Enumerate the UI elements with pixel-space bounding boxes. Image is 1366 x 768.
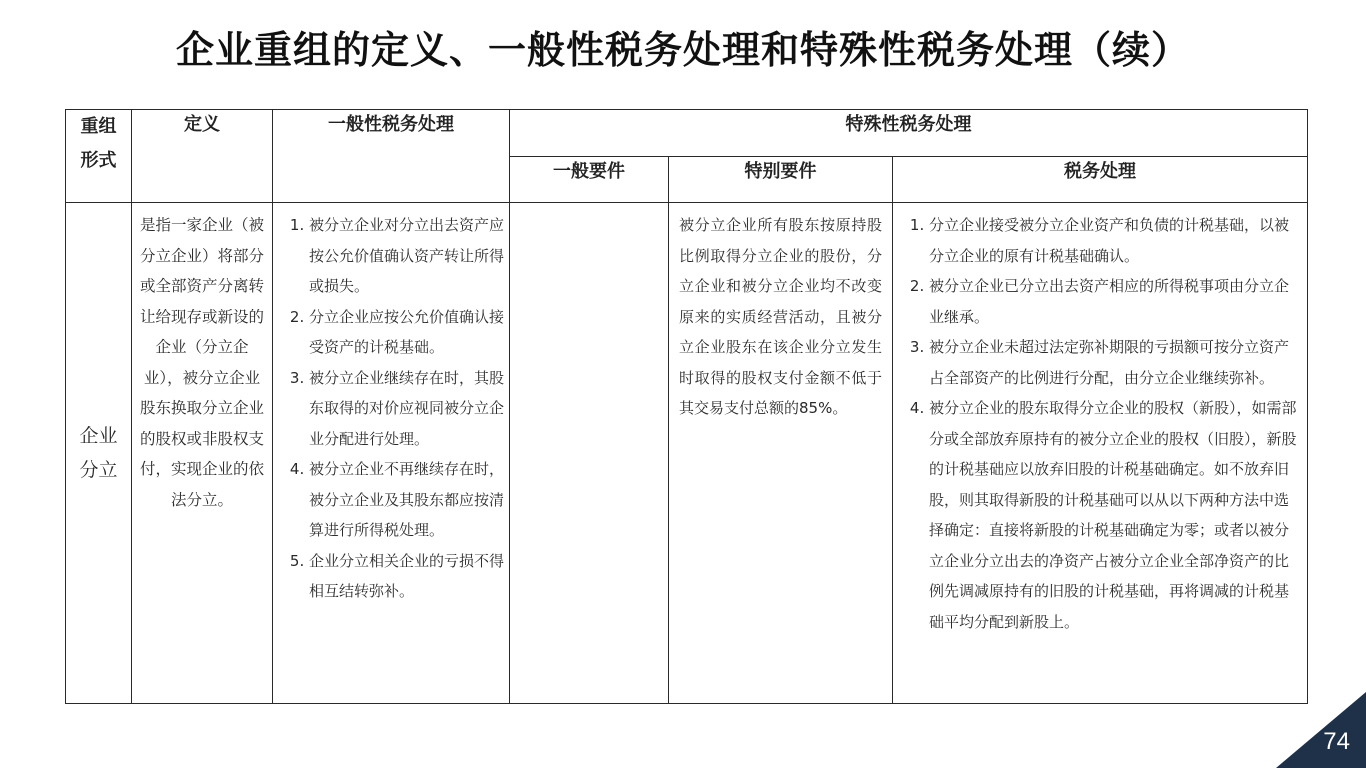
cell-special-tax-treatment <box>893 203 1308 704</box>
reorg-form-line2: 分立 <box>79 459 118 481</box>
corner-decoration <box>1276 692 1366 768</box>
list-item: 3. 被分立企业未超过法定弥补期限的亏损额可按分立资产占全部资产的比例进行分配，由分立企业继续弥补。 <box>929 332 1303 393</box>
special-tax-list <box>893 203 1307 637</box>
header-definition: 定义 <box>132 110 273 203</box>
reorg-form-line1: 企业 <box>79 425 118 447</box>
list-item: 4. 被分立企业的股东取得分立企业的股权（新股），如需部分或全部放弃原持有的被分立企业的股权（旧股），新股的计税基础应以放弃旧股的计税基础确定。如不放弃旧股，则其取得新股的计税基础可以从以下两种方法中选择确定：直接将新股的计税基础确定为零；或者以被分立企业分立出去的净资产占被分立企业全部净资产的比例先调减原持有的旧股的计税基础，再将调减的计税基础平均分配到新股上。 <box>929 393 1303 637</box>
list-item: 2. 被分立企业已分立出去资产相应的所得税事项由分立企业继承。 <box>929 271 1303 332</box>
header-form-line1: 重组 <box>80 116 117 137</box>
general-tax-list <box>273 203 509 607</box>
cell-special-general-requirements <box>510 203 669 704</box>
slide-title: 企业重组的定义、一般性税务处理和特殊性税务处理（续） <box>175 28 1190 72</box>
header-general-tax: 一般性税务处理 <box>273 110 510 203</box>
list-item: 2. 分立企业应按公允价值确认接受资产的计税基础。 <box>309 302 505 363</box>
list-item: 1. 分立企业接受被分立企业资产和负债的计税基础，以被分立企业的原有计税基础确认。 <box>929 210 1303 271</box>
page-number: 74 <box>1323 728 1350 755</box>
cell-general-tax <box>273 203 510 704</box>
cell-special-requirements: 被分立企业所有股东按原持股比例取得分立企业的股份，分立企业和被分立企业均不改变原来的实质经营活动，且被分立企业股东在该企业分立发生时取得的股权支付金额不低于其交易支付总额的85%。 <box>669 203 893 704</box>
header-special-tax: 特殊性税务处理 <box>510 110 1308 157</box>
header-special-tax-treatment: 税务处理 <box>893 157 1308 203</box>
header-special-general-requirements: 一般要件 <box>510 157 669 203</box>
list-item: 4. 被分立企业不再继续存在时，被分立企业及其股东都应按清算进行所得税处理。 <box>309 454 505 546</box>
header-special-requirements: 特别要件 <box>669 157 893 203</box>
header-form <box>66 110 132 203</box>
header-form-line2: 形式 <box>80 150 117 171</box>
list-item: 5. 企业分立相关企业的亏损不得相互结转弥补。 <box>309 546 505 607</box>
list-item: 1. 被分立企业对分立出去资产应按公允价值确认资产转让所得或损失。 <box>309 210 505 302</box>
cell-definition: 是指一家企业（被分立企业）将部分或全部资产分离转让给现存或新设的企业（分立企业），被分立企业股东换取分立企业的股权或非股权支付，实现企业的依法分立。 <box>132 203 273 704</box>
cell-reorg-form <box>66 203 132 704</box>
list-item: 3. 被分立企业继续存在时，其股东取得的对价应视同被分立企业分配进行处理。 <box>309 363 505 455</box>
table-row <box>66 203 1308 704</box>
reorganization-table <box>65 109 1308 704</box>
